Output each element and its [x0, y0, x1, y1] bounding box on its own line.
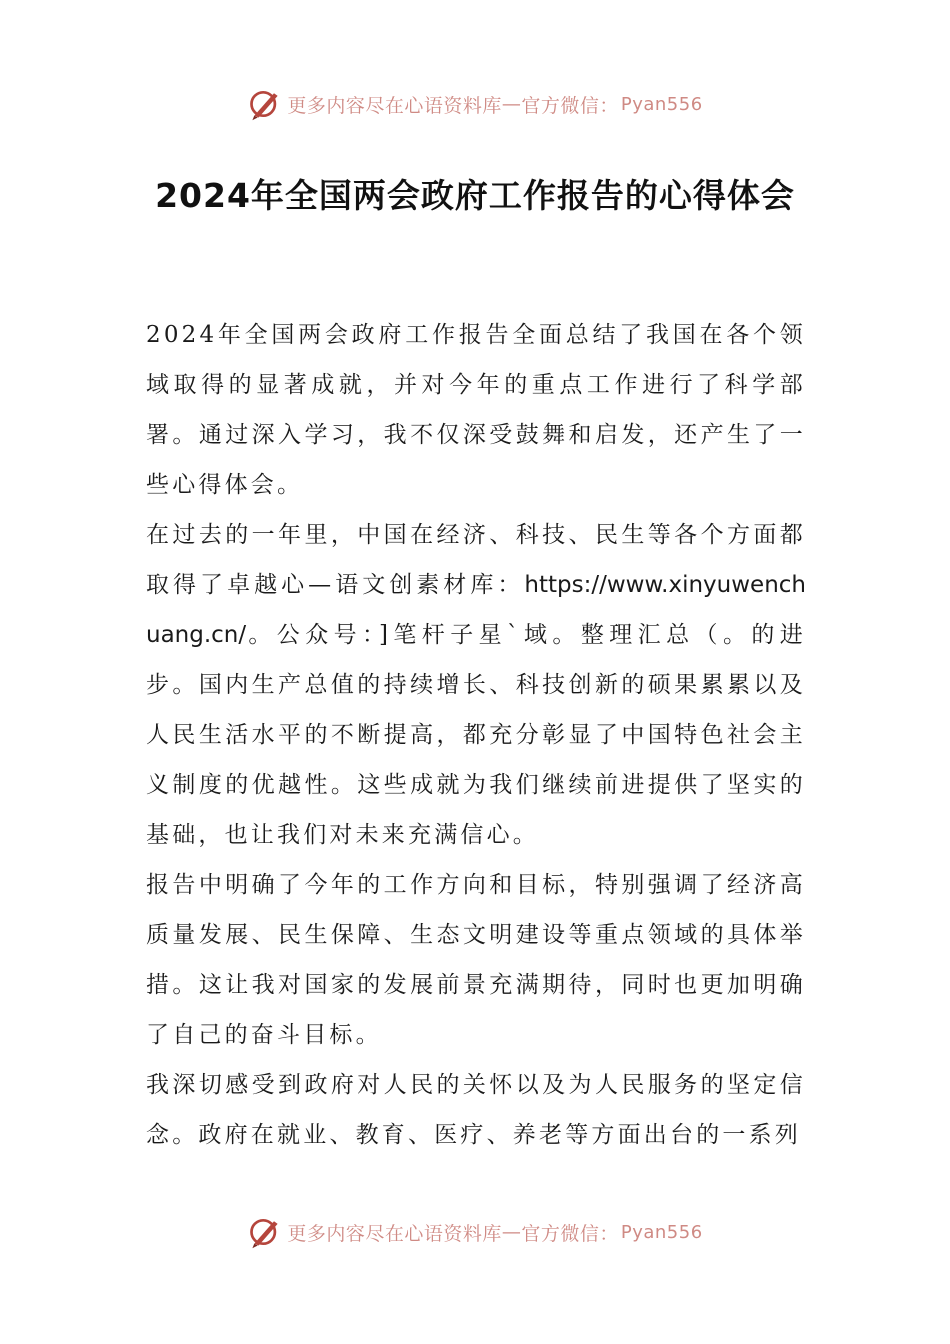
- pen-logo-icon: [247, 86, 283, 122]
- paragraph-4: 我深切感受到政府对人民的关怀以及为人民服务的坚定信念。政府在就业、教育、医疗、养老等方面出台的一系列: [146, 1072, 806, 1148]
- banner-official-label: 官方微信：: [521, 94, 619, 117]
- banner-text: 更多内容尽在心语资料库: [287, 94, 502, 117]
- header-watermark-banner: [0, 84, 950, 124]
- pen-logo-icon: [247, 1214, 283, 1250]
- banner-dash: —: [501, 93, 522, 115]
- footer-watermark-banner: [0, 1212, 950, 1252]
- banner-wechat-id: Pyan556: [620, 93, 703, 115]
- paragraph-2-tail: 。公众号：]笔杆子星`域。整理汇总（。的进步。国内生产总值的持续增长、科技创新的硕果累累以及人民生活水平的不断提高，都充分彰显了中国特色社会主义制度的优越性。这些成就为我们继续前进提供了坚实的基础，也让我们对未来充满信心。: [146, 622, 806, 848]
- paragraph-2-lead: 在过去的一年里，中国在经济、科技、民生等各个方面都取得了卓越: [146, 522, 806, 598]
- document-body: [146, 310, 806, 1160]
- inserted-url: https://www.xinyuwenchuang.cn/: [146, 572, 806, 648]
- document-title: 2024年全国两会政府工作报告的心得体会: [155, 176, 795, 215]
- paragraph-2: [146, 510, 806, 860]
- banner-wechat-id: Pyan556: [620, 1221, 703, 1243]
- banner-dash: —: [501, 1221, 522, 1243]
- paragraph-3: 报告中明确了今年的工作方向和目标，特别强调了经济高质量发展、民生保障、生态文明建设等重点领域的具体举措。这让我对国家的发展前景充满期待，同时也更加明确了自己的奋斗目标。: [146, 872, 806, 1048]
- inserted-ad-text: 心—语文创素材库：: [281, 572, 525, 598]
- paragraph-1: 2024年全国两会政府工作报告全面总结了我国在各个领域取得的显著成就，并对今年的重点工作进行了科学部署。通过深入学习，我不仅深受鼓舞和启发，还产生了一些心得体会。: [146, 322, 806, 498]
- banner-text: 更多内容尽在心语资料库: [287, 1222, 502, 1245]
- banner-official-label: 官方微信：: [521, 1222, 619, 1245]
